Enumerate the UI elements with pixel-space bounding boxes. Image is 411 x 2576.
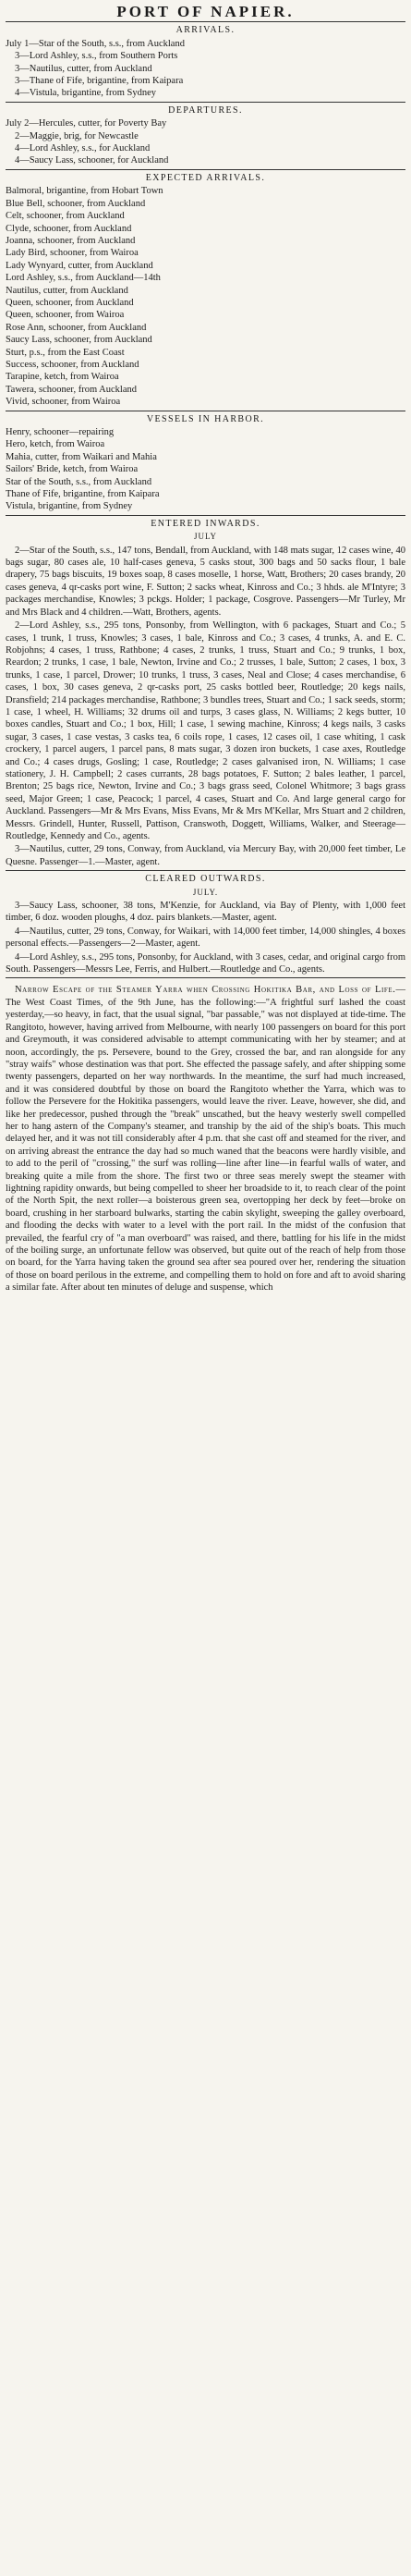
- list-item: 4—Vistula, brigantine, from Sydney: [15, 88, 157, 99]
- list-item: 3—Lord Ashley, s.s., from Southern Ports: [15, 51, 178, 62]
- divider: [6, 169, 405, 170]
- list-item: Thane of Fife, brigantine, from Kaipara: [6, 489, 160, 500]
- cleared-outwards-heading: CLEARED OUTWARDS.: [145, 874, 266, 885]
- list-item: Blue Bell, schooner, from Auckland: [6, 198, 146, 209]
- entry-paragraph: 3—Saucy Lass, schooner, 38 tons, M'Kenzie, for Auckland, via Bay of Plenty, with 1,000 feet timber, 6 doz. wooden ploughs, 4 doz. pairs blankets.—Master, agent.: [6, 901, 405, 924]
- list-item: Mahia, cutter, from Waikari and Mahia: [6, 451, 157, 462]
- list-item: Joanna, schooner, from Auckland: [6, 235, 136, 246]
- list-item: Sailors' Bride, ketch, from Wairoa: [6, 464, 139, 475]
- article: [6, 984, 405, 1294]
- entered-inwards-month: JULY: [193, 532, 218, 542]
- list-item: Queen, schooner, from Auckland: [6, 297, 134, 308]
- list-item: Henry, schooner—repairing: [6, 427, 115, 437]
- entry-paragraph: 2—Star of the South, s.s., 147 tons, Bendall, from Auckland, with 148 mats sugar, 12 cases wine, 40 bags sugar, 80 cases ale, 10 half-cases geneva, 5 casks stout, 300 bags and 50 sacks flour, 1 bale drapery, 75 bags biscuits, 19 boxes soap, 8 cases moselle, 1 horse, Watt, Brothers; 20 cases brandy, 20 cases geneva, 4 qr-casks port wine, F. Sutton; 2 sacks wheat, Kinross and Co.; 3 hhds. ale M'Intyre; 3 packages merchandise, Knowles; 3 pckgs. Holder; 1 package, Cosgrove. Passengers—Mr Turley, Mr and Mrs Black and 4 children.—Watt, Brothers, agents.: [6, 545, 405, 618]
- list-item: Lady Bird, schooner, from Wairoa: [6, 248, 139, 259]
- list-item: Sturt, p.s., from the East Coast: [6, 347, 125, 358]
- list-item: Star of the South, s.s., from Auckland: [6, 476, 152, 487]
- list-item: Queen, schooner, from Wairoa: [6, 310, 125, 321]
- divider: [6, 977, 405, 978]
- list-item: Balmoral, brigantine, from Hobart Town: [6, 186, 163, 197]
- divider: [6, 515, 405, 516]
- list-item: Vivid, schooner, from Wairoa: [6, 397, 121, 408]
- cleared-outwards-month: JULY.: [192, 887, 219, 897]
- article-title: Narrow Escape of the Steamer Yarra when Crossing Hokitika Bar, and Loss of Life.: [15, 985, 396, 996]
- list-item: 4—Lord Ashley, s.s., for Auckland: [15, 143, 151, 154]
- expected-list: [6, 185, 405, 408]
- page-title: PORT OF NAPIER.: [116, 3, 295, 20]
- list-item: 3—Thane of Fife, brigantine, from Kaipara: [15, 76, 184, 87]
- harbor-heading: VESSELS IN HARBOR.: [146, 413, 265, 424]
- expected-heading: EXPECTED ARRIVALS.: [145, 172, 266, 183]
- divider: [6, 21, 405, 22]
- list-item: July 2—Hercules, cutter, for Poverty Bay: [6, 118, 167, 129]
- entry-paragraph: 2—Lord Ashley, s.s., 295 tons, Ponsonby, from Wellington, with 6 packages, Stuart and Co.; 5 cases, 1 trunk, 1 truss, Knowles; 3 cases, 1 bale, Kinross and Co.; 3 cases, 4 trunks, A. and E. C. Robjohns; 4 cases, 1 truss, Rathbone; 4 cases, 2 trunks, 1 truss, Stuart and Co.; 9 trunks, 1 box, Reardon; 2 trunks, 1 case, 1 bale, Newton, Irvine and Co.; 2 trusses, 1 bale, Sutton; 2 cases, 1 box, 3 trunks, 1 case, 1 parcel, Drower; 10 trunks, 1 truss, 3 cases, Neal and Close; 4 cases merchandise, 6 cases, 1 box, 30 cases geneva, 2 qr-casks port, 25 casks bottled beer, Routledge; 20 kegs nails, Dransfield; 214 packages merchandise, Rathbone; 3 bundles trees, Stuart and Co.; 1 sack seeds, storm; 1 case, 1 wheel, H. Williams; 32 drums oil and turps, 3 cases glass, N. Williams; 2 kegs butter, 10 boxes candles, Stuart and Co.; 1 box, Hill; 1 case, 1 sewing machine, Kinross; 4 kegs nails, 3 casks sugar, 3 cases, 1 case vestas, 3 casks tea, 6 coils rope, 1 cases, 12 cases oil, 1 case whiting, 1 cask crockery, 1 parcel augers, 1 parcel pans, 8 mats sugar, 3 dozen iron buckets, 1 case axes, Routledge and Co.; 4 cases drugs, Gosling; 1 case, Routledge; 2 cases galvanised iron, N. Williams; 1 case stationery, J. H. Campbell; 2 cases currants, 28 bags potatoes, F. Sutton; 2 bales leather, 1 parcel, Brenton; 25 bags rice, Newton, Irvine and Co.; 3 bags grass seed, Colonel Whitmore; 3 bags grass seed, Major Green; 1 case, Peacock; 1 parcel, 4 cases, Stuart and Co. And large general cargo for Auckland. Passengers—Mr & Mrs Evans, Miss Evans, Mr & Mrs M'Kellar, Mrs Stuart and 2 children, Messrs. Grindell, Hunter, Russell, Pattison, Cranswoth, Doggett, Williams, Walker, and Steerage—Routledge, Kennedy and Co., agents.: [6, 620, 405, 841]
- entry-paragraph: 3—Nautilus, cutter, 29 tons, Conway, from Auckland, via Mercury Bay, with 20,000 feet timber, Le Quesne. Passenger—1.—Master, agent.: [6, 844, 405, 867]
- divider: [6, 102, 405, 103]
- list-item: 4—Saucy Lass, schooner, for Auckland: [15, 155, 169, 166]
- list-item: Rose Ann, schooner, from Auckland: [6, 322, 147, 333]
- divider: [6, 870, 405, 871]
- departures-list: [6, 117, 405, 167]
- entry-paragraph: 4—Nautilus, cutter, 29 tons, Conway, for Waikari, with 14,000 feet timber, 14,000 shingles, 4 boxes personal effects.—Passengers—2—Master, agent.: [6, 926, 405, 950]
- list-item: Lady Wynyard, cutter, from Auckland: [6, 260, 153, 271]
- entered-inwards-heading: ENTERED INWARDS.: [151, 518, 260, 529]
- departures-heading: DEPARTURES.: [168, 104, 243, 116]
- list-item: Vistula, brigantine, from Sydney: [6, 501, 133, 512]
- list-item: Saucy Lass, schooner, from Auckland: [6, 335, 152, 346]
- article-body: —The West Coast Times, of the 9th June, has the following:—"A frightful surf lashed the coast yesterday,—so heavy, in fact, that the usual signal, "bar passable," was not displayed at tide-time. The Rangitoto, however, having arrived from Melbourne, with nearly 100 passengers on board for this port and Greymouth, it was considered advisable to attempt communicating with her by steamer; and at noon, accordingly, the ps. Persevere, bound to the Grey, crossed the bar, and ran alongside for any "stray waifs" whose destination was that port. She effected the passage safely, and after shipping some twenty passengers, departed on her way northwards. In the meantime, the surf had much increased, and it was considered doubtful by those on board the Rangitoto whether the Yarra, which was to follow the Persevere for the Hokitika passengers, would leave the river. Leave, however, she did, and like her predecessor, pushed through the "break" unscathed, but the heavy westerly swell compelled her to hang astern of the Company's steamer, and tranship by the aid of the ship's boats. This much delayed her, and it was not till considerably after 4 p.m. that she cast off and steamed for the river, and on arriving abreast the entrance the day had so much waned that the beacons were hardly visible, and to add to the peril of "crossing," the surf was rolling—line after line—in fearful walls of water, and breaking quite a mile from the shore. The first two or three seas merely swept the steamer with lightning rapidity onwards, but being compelled to sheer her broadside to it, to reach clear of the point of the North Spit, the next roller—a boisterous green sea, overtopping her deck by feet—broke on board, crushing in her starboard bulwarks, starting the cabin skylight, sweeping the galley overboard, and flooding the decks with water to a level with the port rail. In the midst of the confusion that prevailed, the fearful cry of "a man overboard" was raised, and there, battling for his life in the midst of the boiling surge, an unfortunate fellow was observed, but quite out of the reach of help from those on board, for the Yarra having taken the ground sea after sea poured over her, rendering the situation of those on board perilous in the extreme, and compelling them to hold on fore and aft to avoid sharing a similar fate. After about ten minutes of deluge and suspense, which: [6, 985, 405, 1294]
- list-item: July 1—Star of the South, s.s., from Auckland: [6, 38, 185, 49]
- list-item: Celt, schooner, from Auckland: [6, 211, 125, 222]
- list-item: Hero, ketch, from Wairoa: [6, 439, 105, 450]
- list-item: Lord Ashley, s.s., from Auckland—14th: [6, 273, 161, 284]
- entry-paragraph: 4—Lord Ashley, s.s., 295 tons, Ponsonby, for Auckland, with 3 cases, cedar, and original cargo from South. Passengers—Messrs Lee, Ferris, and Hulbert.—Routledge and Co., agents.: [6, 951, 405, 975]
- list-item: 2—Maggie, brig, for Newcastle: [15, 130, 139, 141]
- list-item: 3—Nautilus, cutter, from Auckland: [15, 63, 152, 74]
- list-item: Tarapine, ketch, from Wairoa: [6, 372, 119, 383]
- list-item: Clyde, schooner, from Auckland: [6, 223, 132, 234]
- harbor-list: [6, 426, 405, 513]
- arrivals-heading: ARRIVALS.: [175, 25, 236, 36]
- list-item: Tawera, schooner, from Auckland: [6, 384, 138, 395]
- arrivals-list: [6, 38, 405, 100]
- list-item: Nautilus, cutter, from Auckland: [6, 285, 128, 296]
- list-item: Success, schooner, from Auckland: [6, 359, 139, 370]
